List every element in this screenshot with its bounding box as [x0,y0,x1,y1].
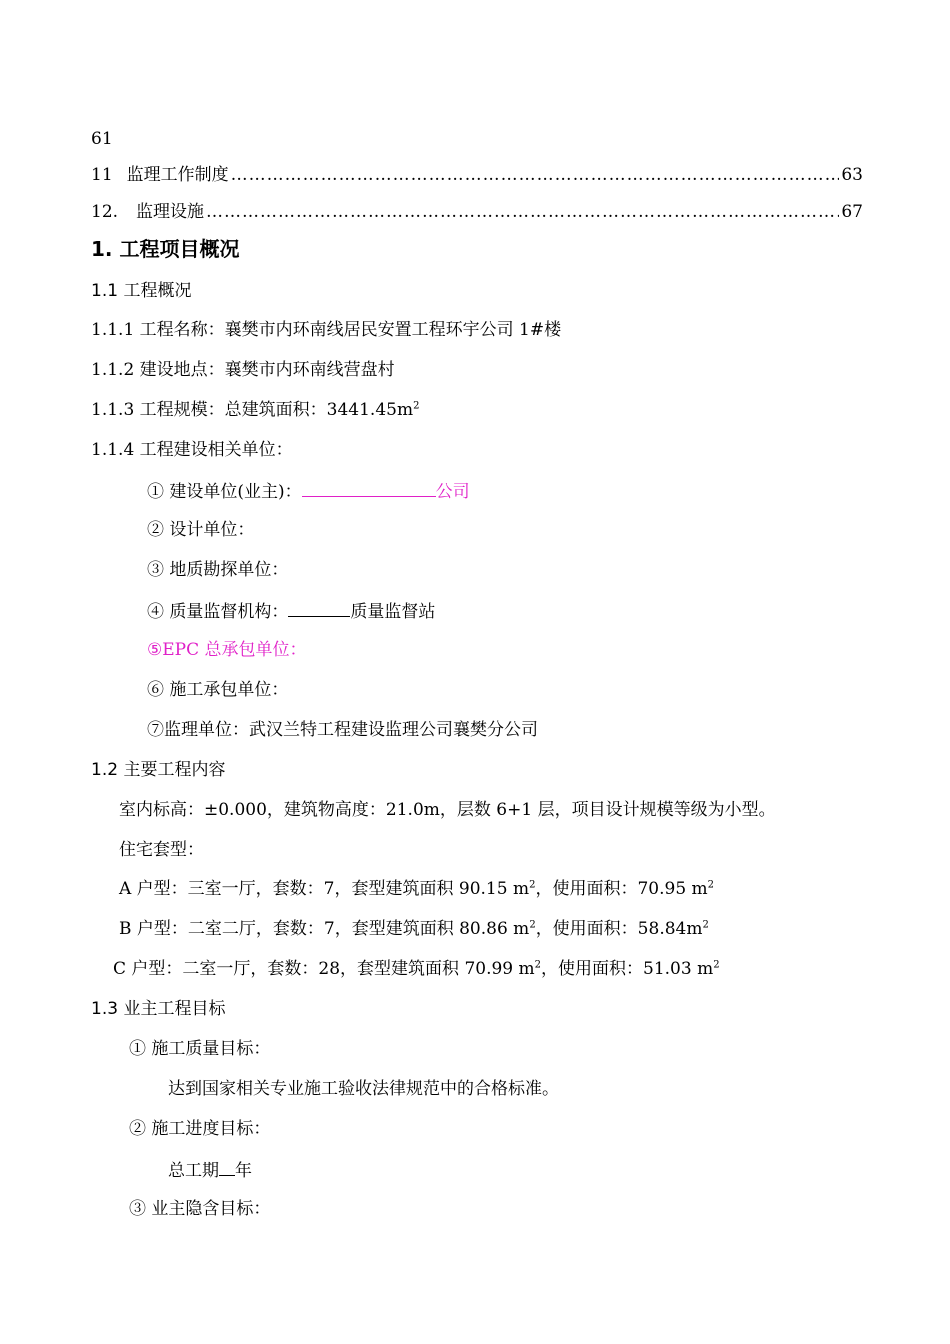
unit-quality-label: ④ 质量监督机构： [147,602,289,622]
housing-types-label: 住宅套型： [119,840,204,860]
superscript: 2 [534,959,542,971]
toc-entry-title: 监理设施 [136,202,205,222]
toc-entry-number: 12. [91,202,119,222]
goal-quality: ① 施工质量目标： [129,1039,271,1059]
toc-entry-12[interactable] [91,200,863,224]
housing-type-a-usable: ，使用面积：70.95 m [535,879,708,899]
units-heading: 1.1.4 工程建设相关单位： [91,440,293,460]
unit-quality [147,598,435,624]
toc-entry-11[interactable] [91,163,863,187]
unit-epc: ⑤EPC 总承包单位： [147,640,307,660]
unit-owner [147,478,470,504]
superscript: 2 [529,879,536,891]
project-name: 1.1.1 工程名称：襄樊市内环南线居民安置工程环宇公司 1#楼 [91,320,562,340]
goal-schedule: ② 施工进度目标： [129,1119,271,1139]
unit-owner-suffix: 公司 [435,482,470,502]
toc-entry-title: 监理工作制度 [126,165,229,185]
project-scale-text: 1.1.3 工程规模：总建筑面积：3441.45m [91,400,414,420]
unit-survey: ③ 地质勘探单位： [147,560,289,580]
superscript: 2 [702,919,709,931]
subsection-heading: 1.1 工程概况 [91,281,192,301]
goal-schedule-suffix: 年 [235,1161,252,1181]
unit-design: ② 设计单位： [147,520,255,540]
subsection-heading: 1.2 主要工程内容 [91,760,226,780]
toc-leader-dots [231,163,840,187]
superscript: 2 [713,959,720,971]
unit-construction: ⑥ 施工承包单位： [147,680,289,700]
superscript: 2 [529,919,536,931]
unit-supervision: ⑦监理单位：武汉兰特工程建设监理公司襄樊分公司 [147,720,538,740]
toc-page-number: 61 [91,129,113,149]
blank-field [219,1157,235,1176]
housing-type-c-usable: ，使用面积：51.03 m [541,959,714,979]
housing-type-b-text: B 户型：二室二厅，套数：7，套型建筑面积 80.86 m [119,919,530,939]
subsection-heading: 1.3 业主工程目标 [91,999,226,1019]
superscript: 2 [707,879,715,891]
housing-type-b-usable: ，使用面积：58.84m [535,919,703,939]
blank-field [288,598,350,617]
unit-quality-suffix: 质量监督站 [350,602,436,622]
blank-field [302,478,436,497]
housing-type-c-text: C 户型：二室一厅，套数：28，套型建筑面积 70.99 m [113,959,535,979]
indoor-elevation: 室内标高：±0.000，建筑物高度：21.0m，层数 6+1 层，项目设计规模等级为小型。 [119,800,776,820]
goal-schedule-prefix: 总工期 [168,1161,219,1181]
project-location: 1.1.2 建设地点：襄樊市内环南线营盘村 [91,360,395,380]
toc-leader-dots [206,200,839,224]
goal-quality-text: 达到国家相关专业施工验收法律规范中的合格标准。 [168,1079,559,1099]
housing-type-a [119,877,714,901]
housing-type-c [113,957,720,981]
unit-owner-label: ① 建设单位(业主)： [147,482,302,502]
housing-type-b [119,917,709,941]
housing-type-a-text: A 户型：三室一厅，套数：7，套型建筑面积 90.15 m [119,879,530,899]
toc-entry-page: 63 [841,165,863,185]
toc-entry-page: 67 [841,202,863,222]
goal-schedule-text [168,1157,252,1183]
superscript: 2 [413,400,420,412]
goal-implicit: ③ 业主隐含目标： [129,1199,271,1219]
project-scale [91,398,419,422]
toc-entry-number: 11 [91,165,113,185]
section-heading: 1. 工程项目概况 [91,237,240,261]
